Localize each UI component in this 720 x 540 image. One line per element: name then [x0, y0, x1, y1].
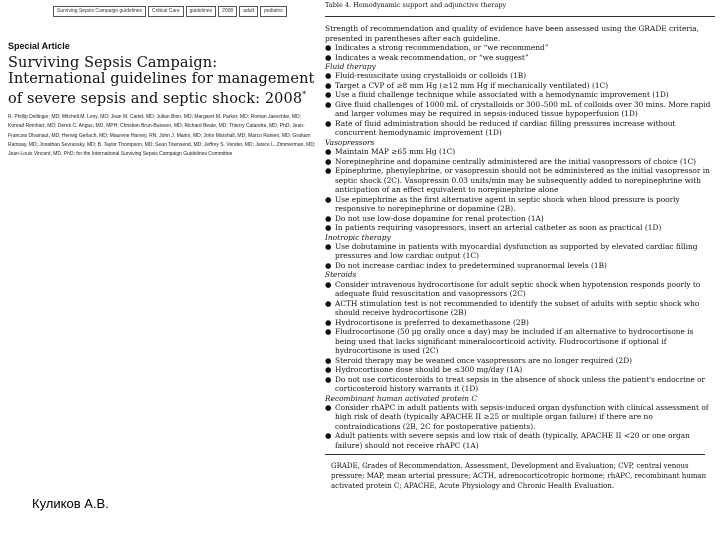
recommendation-text: Epinephrine, phenylephrine, or vasopressin should not be administered as the initial vasopressor in septic shock (2C). Vasopressin 0.03 units/min may be subsequently added to norepinephrine with anticipation of an effect equivalent to norepinephrine alone	[335, 166, 710, 195]
recommendation-item	[325, 157, 715, 167]
table-footnote: GRADE, Grades of Recommendation, Assessment, Development and Evaluation; CVP, central venous pressure; MAP, mean arterial pressure; ACTH, adrenocorticotropic hormone; rhAPC, recombinant human activated protein C; APACHE, Acute Physiology and Chronic Health Evaluation.	[331, 462, 707, 491]
recommendation-text: Norepinephrine and dopamine centrally administered are the initial vasopressors of choice (1C)	[335, 156, 696, 166]
special-article-label: Special Article	[8, 41, 70, 51]
recommendation-text: ACTH stimulation test is not recommended to identify the subset of adults with septic shock who should receive hydrocortisone (2B)	[335, 298, 700, 318]
bullet-icon: ●	[325, 298, 332, 308]
recommendation-text: Consider rhAPC in adult patients with sepsis-induced organ dysfunction with clinical assessment of high risk of death (typically APACHE II ≥25 or multiple organ failure) if there are no contraindications (2B, 2C for postoperative patients).	[335, 402, 709, 431]
journal-bar-cell: guidelines	[186, 6, 217, 17]
title-footnote-mark: *	[302, 90, 307, 99]
recommendation-item	[325, 214, 715, 224]
recommendation-item	[325, 403, 715, 432]
recommendation-item	[325, 119, 715, 138]
bullet-icon: ●	[325, 99, 332, 109]
recommendation-text: Adult patients with severe sepsis and low risk of death (typically, APACHE II <20 or one organ failure) should not receive rhAPC (1A)	[335, 431, 690, 450]
journal-bar-cell: Surviving Sepsis Campaign guidelines	[53, 6, 146, 17]
bullet-icon: ●	[325, 71, 332, 81]
bullet-icon: ●	[325, 43, 332, 52]
bullet-icon: ●	[325, 156, 332, 166]
legend-text: Indicates a weak recommendation, or “we suggest”	[335, 52, 529, 62]
recommendation-item	[325, 223, 715, 233]
bullet-icon: ●	[325, 90, 332, 100]
legend-item	[325, 43, 715, 53]
section-title: Recombinant human activated protein C	[325, 393, 477, 403]
journal-bar-cell: 2008	[218, 6, 237, 17]
recommendation-text: Steroid therapy may be weaned once vasopressors are no longer required (2D)	[335, 355, 633, 365]
recommendation-text: Fluid-resuscitate using crystalloids or colloids (1B)	[335, 71, 527, 81]
recommendation-text: Fludrocortisone (50 µg orally once a day) may be included if an alternative to hydrocortisone is being used that lacks significant mineralocorticoid activity. Fludrocortisone if optional if hydrocortisone is used (2C)	[335, 327, 694, 356]
table-heading: Table 4. Hemodynamic support and adjunctive therapy	[325, 1, 715, 17]
recommendation-item	[325, 318, 715, 328]
recommendation-item	[325, 166, 715, 195]
bullet-icon: ●	[325, 223, 332, 233]
recommendation-item	[325, 90, 715, 100]
guideline-table	[325, 0, 715, 491]
recommendation-item	[325, 375, 715, 394]
bullet-icon: ●	[325, 52, 332, 62]
recommendation-item	[325, 71, 715, 81]
recommendation-item	[325, 261, 715, 271]
table-divider	[325, 454, 705, 455]
recommendation-item	[325, 299, 715, 318]
recommendation-text: Maintain MAP ≥65 mm Hg (1C)	[335, 147, 456, 157]
recommendation-item	[325, 365, 715, 375]
recommendation-item	[325, 81, 715, 91]
recommendation-text: Give fluid challenges of 1000 mL of crystalloids or 300–500 mL of colloids over 30 mins. More rapid and larger volumes may be required in sepsis-induced tissue hypoperfusion (1D)	[335, 99, 711, 119]
journal-bar	[53, 6, 318, 17]
recommendation-text: Use epinephrine as the first alternative agent in septic shock when blood pressure is poorly responsive to norepinephrine or dopamine (2B).	[335, 194, 680, 214]
legend-text: Indicates a strong recommendation, or “we recommend”	[335, 43, 549, 52]
recommendation-text: Consider intravenous hydrocortisone for adult septic shock when hypotension responds poorly to adequate fluid resuscitation and vasopressors (2C)	[335, 279, 701, 299]
bullet-icon: ●	[325, 365, 332, 375]
recommendation-item	[325, 195, 715, 214]
bullet-icon: ●	[325, 327, 332, 337]
article-title-text: Surviving Sepsis Campaign: International guidelines for management of severe sepsis and septic shock: 2008	[8, 55, 315, 107]
recommendation-text: Rate of fluid administration should be reduced if cardiac filling pressures increase without concurrent hemodynamic improvement (1D)	[335, 118, 676, 138]
recommendation-item	[325, 147, 715, 157]
recommendation-text: Use a fluid challenge technique while associated with a hemodynamic improvement (1D)	[335, 90, 669, 100]
bullet-icon: ●	[325, 279, 332, 289]
recommendation-text: In patients requiring vasopressors, insert an arterial catheter as soon as practical (1D)	[335, 223, 662, 233]
bullet-icon: ●	[325, 402, 332, 412]
recommendation-item	[325, 280, 715, 299]
section-title: Steroids	[325, 270, 357, 280]
journal-bar-cell: pediatric	[260, 6, 287, 17]
journal-bar-cell: Critical Care	[148, 6, 184, 17]
article-header	[8, 6, 318, 160]
recommendation-text: Target a CVP of ≥8 mm Hg (≥12 mm Hg if mechanically ventilated) (1C)	[335, 80, 609, 90]
legend-item	[325, 53, 715, 63]
recommendation-text: Use dobutamine in patients with myocardial dysfunction as supported by elevated cardiac filling pressures and low cardiac output (1C)	[335, 241, 698, 261]
bullet-icon: ●	[325, 118, 332, 128]
bullet-icon: ●	[325, 213, 332, 223]
bullet-icon: ●	[325, 194, 332, 204]
bullet-icon: ●	[325, 355, 332, 365]
bullet-icon: ●	[325, 147, 332, 157]
article-title	[8, 55, 318, 107]
bullet-icon: ●	[325, 431, 332, 441]
section-title: Fluid therapy	[325, 62, 376, 71]
recommendation-item	[325, 100, 715, 119]
section-title: Inotropic therapy	[325, 232, 391, 242]
recommendation-text: Hydrocortisone is preferred to dexamethasone (2B)	[335, 317, 529, 327]
recommendation-item	[325, 356, 715, 366]
bullet-icon: ●	[325, 317, 332, 327]
section-title: Vasopressors	[325, 137, 375, 147]
recommendation-sections	[325, 62, 715, 450]
author-list: R. Phillip Dellinger, MD; Mitchell M. Levy, MD; Jean M. Carlet, MD; Julian Bion, MD; Margaret M. Parker, MD; Roman Jaeschke, MD; Konrad Reinhart, MD; Derek C. Angus, MD, MPH; Christian Brun-Buisson, MD; Richard Beale, MD; Thierry Calandra, MD, PhD; Jean-Francois Dhainaut, MD; Herwig Gerlach, MD; Maurene Harvey, RN; John J. Marini, MD; John Marshall, MD; Marco Ranieri, MD; Graham Ramsay, MD; Jonathan Sevransky, MD; B. Taylor Thompson, MD; Sean Townsend, MD; Jeffrey S. Vender, MD; Janice L. Zimmerman, MD; Jean-Louis Vincent, MD, PhD; for the International Surviving Sepsis Campaign Guidelines Committee	[8, 113, 316, 158]
recommendation-item	[325, 242, 715, 261]
bullet-icon: ●	[325, 166, 332, 176]
journal-bar-cell: adult	[239, 6, 258, 17]
presenter-credit: Куликов А.В.	[32, 496, 109, 511]
recommendation-item	[325, 327, 715, 356]
table-intro: Strength of recommendation and quality of evidence have been assessed using the GRADE criteria, presented in parentheses after each guideline.	[325, 24, 700, 43]
recommendation-text: Do not increase cardiac index to predetermined supranormal levels (1B)	[335, 260, 607, 270]
recommendation-text: Do not use low-dose dopamine for renal protection (1A)	[335, 213, 544, 223]
bullet-icon: ●	[325, 80, 332, 90]
recommendation-text: Do not use corticosteroids to treat sepsis in the absence of shock unless the patient's endocrine or corticosteroid history warrants it (1D)	[335, 374, 706, 394]
bullet-icon: ●	[325, 374, 332, 384]
recommendation-text: Hydrocortisone dose should be ≤300 mg/day (1A)	[335, 365, 523, 375]
bullet-icon: ●	[325, 260, 332, 270]
bullet-icon: ●	[325, 241, 332, 251]
recommendation-item	[325, 431, 715, 450]
